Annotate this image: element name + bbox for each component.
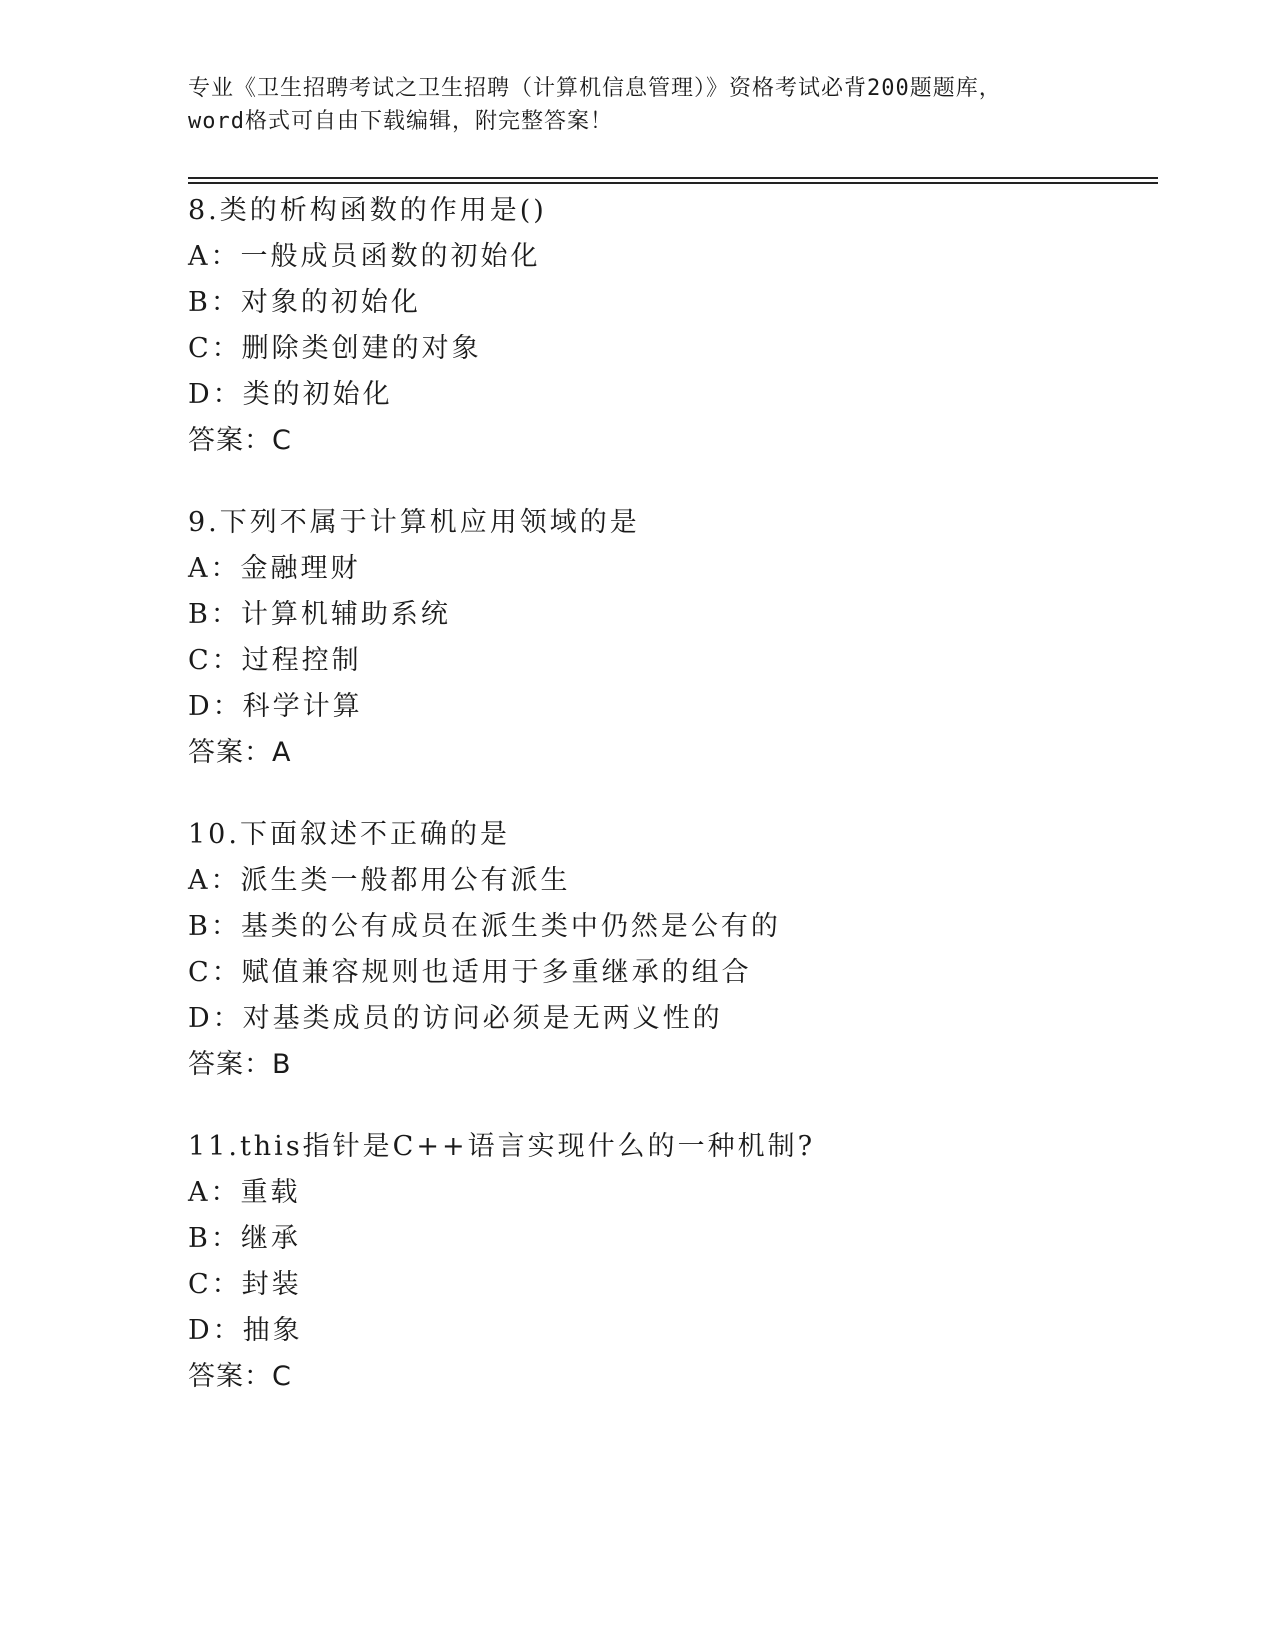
option-c: C：删除类创建的对象 [188, 333, 482, 364]
header-divider-top [188, 177, 1158, 179]
header-line-2: word格式可自由下载编辑，附完整答案！ [188, 109, 613, 134]
option-a: A：重载 [188, 1177, 301, 1208]
question-11 [188, 1124, 1148, 1400]
option-b: B：继承 [188, 1223, 301, 1254]
option-b: B：计算机辅助系统 [188, 599, 451, 630]
option-b: B：基类的公有成员在派生类中仍然是公有的 [188, 911, 781, 942]
question-list [188, 188, 1148, 1436]
answer: 答案：B [188, 1049, 292, 1080]
option-a: A：派生类一般都用公有派生 [188, 865, 571, 896]
option-b: B：对象的初始化 [188, 287, 421, 318]
option-a: A：一般成员函数的初始化 [188, 241, 541, 272]
question-8 [188, 188, 1148, 464]
question-text: 9.下列不属于计算机应用领域的是 [188, 507, 640, 538]
option-d: D：抽象 [188, 1315, 303, 1346]
question-text: 8.类的析构函数的作用是() [188, 195, 547, 226]
option-c: C：过程控制 [188, 645, 362, 676]
question-9 [188, 500, 1148, 776]
header-divider-bottom [188, 182, 1158, 184]
header-line-1: 专业《卫生招聘考试之卫生招聘（计算机信息管理）》资格考试必背200题题库， [188, 76, 1002, 101]
option-c: C：赋值兼容规则也适用于多重继承的组合 [188, 957, 752, 988]
question-text: 10.下面叙述不正确的是 [188, 819, 510, 850]
answer: 答案：C [188, 425, 292, 456]
document-header [188, 72, 1088, 138]
question-text: 11.this指针是C++语言实现什么的一种机制? [188, 1131, 816, 1162]
option-d: D：类的初始化 [188, 379, 393, 410]
option-d: D：科学计算 [188, 691, 363, 722]
question-10 [188, 812, 1148, 1088]
option-a: A：金融理财 [188, 553, 361, 584]
answer: 答案：A [188, 737, 292, 768]
answer: 答案：C [188, 1361, 292, 1392]
option-d: D：对基类成员的访问必须是无两义性的 [188, 1003, 723, 1034]
option-c: C：封装 [188, 1269, 302, 1300]
